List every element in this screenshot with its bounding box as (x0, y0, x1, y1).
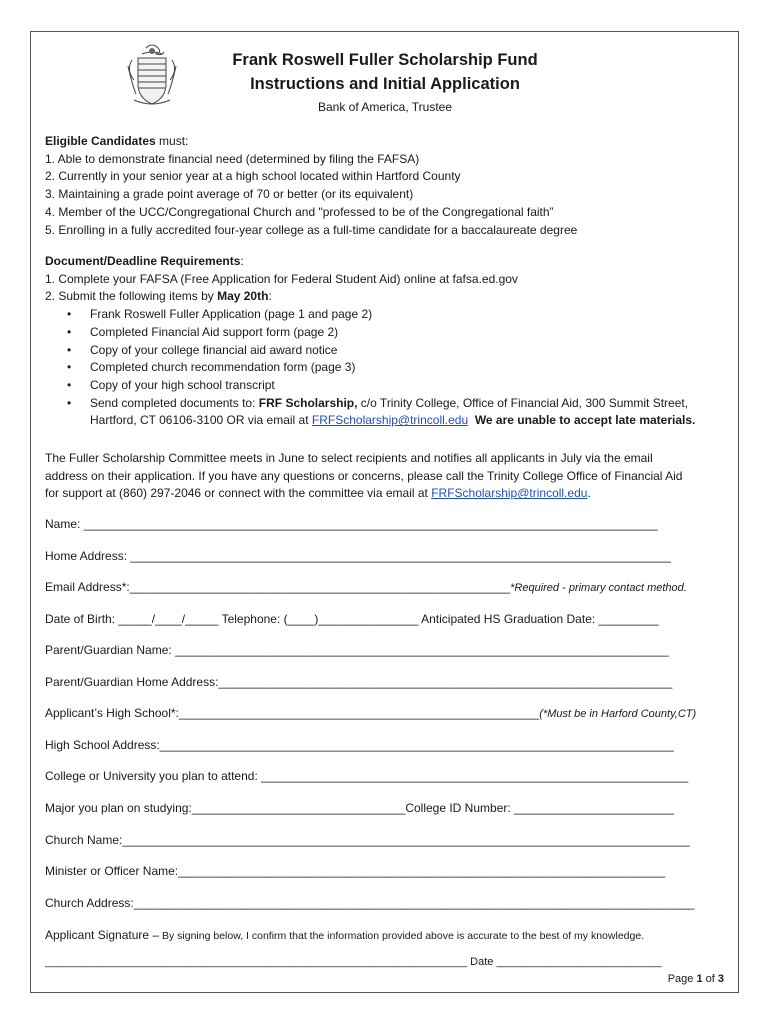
requirement-step-2: 2. Submit the following items by May 20th: (45, 289, 272, 304)
high-school-note: (*Must be in Harford County,CT) (539, 708, 697, 720)
parent-address-field[interactable]: Parent/Guardian Home Address:____________________________________________________________________ (45, 675, 673, 689)
requirement-bullet: • Copy of your college financial aid award notice (45, 342, 735, 360)
eligibility-item: 2. Currently in your senior year at a high school located within Hartford County (45, 169, 461, 184)
requirements-section (45, 253, 735, 430)
requirement-bullet: • Completed Financial Aid support form (page 2) (45, 324, 735, 342)
high-school-address-field[interactable]: High School Address:_____________________________________________________________________________ (45, 738, 674, 752)
requirement-bullet: • Completed church recommendation form (page 3) (45, 359, 735, 377)
eligibility-item: 1. Able to demonstrate financial need (determined by filing the FAFSA) (45, 151, 420, 166)
trustee-line: Bank of America, Trustee (317, 100, 453, 114)
requirement-bullet-send: • Send completed documents to: FRF Scholarship, c/o Trinity College, Office of Financial Aid, 300 Summit Street, Hartford, CT 06106-3100 OR via email at FRFScholarship@trincoll.edu We are unable to accept late materials. (45, 395, 735, 430)
late-notice: We are unable to accept late materials. (474, 413, 696, 428)
high-school-field[interactable]: Applicant’s High School*:______________________________________________________(*Must be in Harford County,CT) (45, 706, 697, 720)
eligibility-item: 3. Maintaining a grade point average of 70 or better (or its equivalent) (45, 187, 414, 202)
requirements-list (45, 306, 735, 430)
requirements-heading: Document/Deadline Requirements: (45, 254, 244, 268)
dob-telephone-graduation-field[interactable]: Date of Birth: _____/____/_____ Telephone: (____)_______________ Anticipated HS Graduation Date: _________ (45, 612, 659, 626)
name-field[interactable]: Name: ______________________________________________________________________________________ (45, 517, 658, 531)
parent-name-field[interactable]: Parent/Guardian Name: __________________________________________________________________________ (45, 643, 669, 657)
document-title: Frank Roswell Fuller Scholarship Fund (232, 51, 538, 69)
eligibility-heading: Eligible Candidates must: (45, 134, 189, 148)
committee-paragraph: The Fuller Scholarship Committee meets in June to select recipients and notifies all applicants in July via the email address on their application. If you have any questions or concerns, please call the Trinity College Office of Financial Aid for support at (860) 297-2046 or connect with the committee via email at FRFScholarship@trincoll.edu. (45, 451, 683, 501)
church-name-field[interactable]: Church Name:_____________________________________________________________________________________ (45, 833, 690, 847)
email-link[interactable]: FRFScholarship@trincoll.edu (311, 413, 469, 428)
requirement-bullet: • Copy of your high school transcript (45, 377, 735, 395)
home-address-field[interactable]: Home Address: _________________________________________________________________________________ (45, 549, 671, 563)
email-field[interactable]: Email Address*:_________________________________________________________*Required - primary contact method. (45, 580, 687, 594)
college-field[interactable]: College or University you plan to attend: ________________________________________________________________ (45, 769, 689, 783)
requirement-bullet: • Frank Roswell Fuller Application (page 1 and page 2) (45, 306, 735, 324)
eligibility-item: 5. Enrolling in a fully accredited four-year college as a full-time candidate for a baccalaureate degree (45, 222, 578, 237)
eligibility-item: 4. Member of the UCC/Congregational Church and "professed to be of the Congregational faith” (45, 204, 554, 219)
signature-label: Applicant Signature – By signing below, I confirm that the information provided above is accurate to the best of my knowledge. (45, 928, 645, 942)
page-number: Page 1 of 3 (667, 973, 724, 985)
document-subtitle-title: Instructions and Initial Application (250, 75, 520, 93)
eligibility-section (45, 133, 735, 239)
church-address-field[interactable]: Church Address:____________________________________________________________________________________ (45, 896, 695, 910)
signature-date-line[interactable]: _____________________________________________________________________ Date ___________________________ (45, 956, 662, 968)
email-required-note: *Required - primary contact method. (510, 582, 687, 594)
committee-email-link[interactable]: FRFScholarship@trincoll.edu (431, 486, 588, 501)
minister-field[interactable]: Minister or Officer Name:_________________________________________________________________________ (45, 864, 666, 878)
major-college-id-field[interactable]: Major you plan on studying:________________________________College ID Number: ________________________ (45, 801, 675, 815)
requirement-step-1: 1. Complete your FAFSA (Free Application for Federal Student Aid) online at fafsa.ed.gov (45, 271, 518, 286)
